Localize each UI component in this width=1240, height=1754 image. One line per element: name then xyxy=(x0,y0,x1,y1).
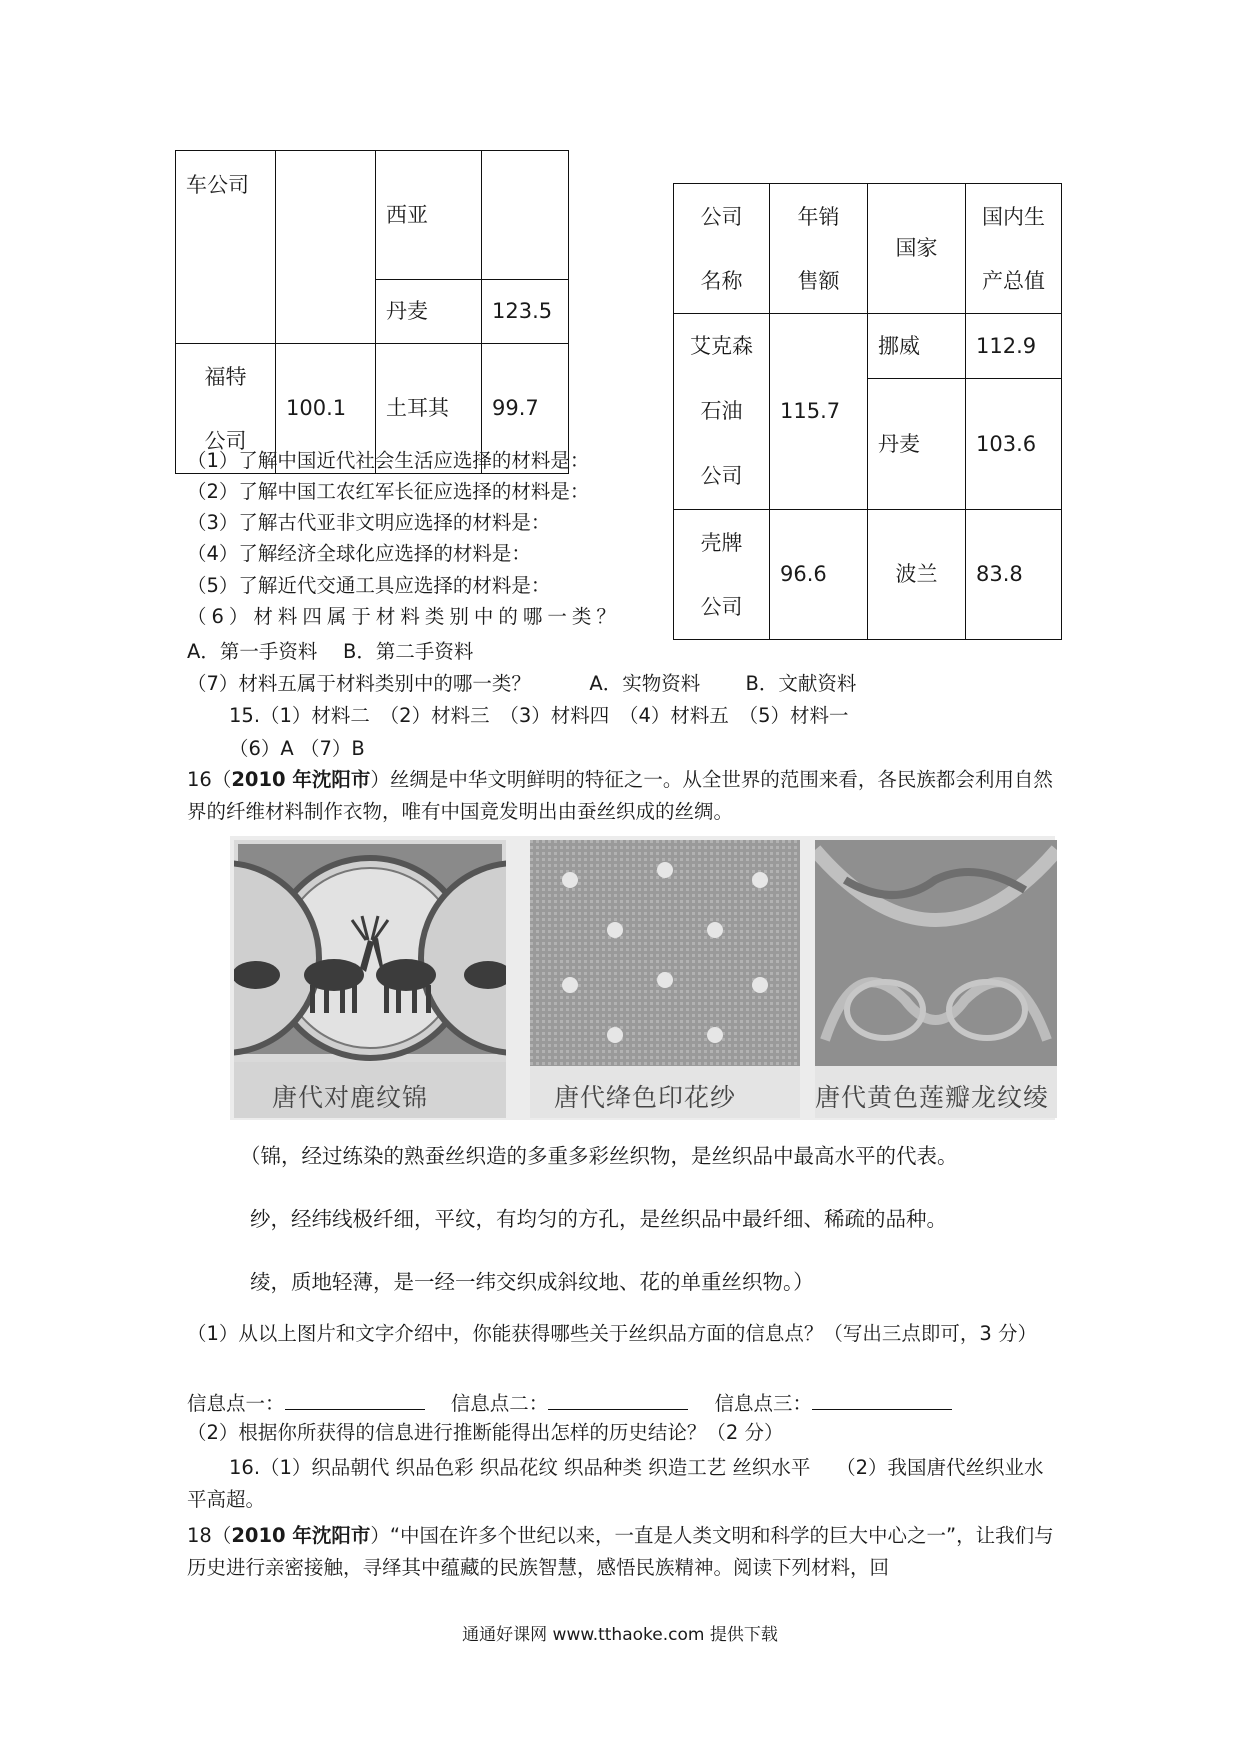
table-right-cell: 丹麦 xyxy=(868,379,966,510)
q18-source: 2010 年沈阳市 xyxy=(231,1524,371,1547)
cell-line: 壳牌 xyxy=(700,530,743,555)
table-left-cell: 丹麦 xyxy=(376,280,482,344)
cell-line: 公司 xyxy=(204,428,247,453)
cell-line: 年销 xyxy=(797,204,840,229)
q18-source-open: （ xyxy=(211,1524,232,1547)
caption-deer-brocade: 唐代对鹿纹锦 xyxy=(272,1083,429,1112)
printed-gauze-image xyxy=(530,840,800,1118)
info-blank-1[interactable] xyxy=(285,1389,425,1410)
table-left-cell: 100.1 xyxy=(276,344,376,474)
table-left-cell: 123.5 xyxy=(482,280,569,344)
q16-question-1: （1）从以上图片和文字介绍中，你能获得哪些关于丝织品方面的信息点？（写出三点即可，3 分） xyxy=(187,1322,1038,1345)
cell-line: 名称 xyxy=(700,268,743,293)
dragon-twill-image xyxy=(815,840,1057,1118)
table-right-cell xyxy=(674,314,770,510)
cell-line: 公司 xyxy=(700,204,743,229)
caption-dragon-twill: 唐代黄色莲瓣龙纹绫 xyxy=(815,1083,1050,1112)
table-left-cell: 99.7 xyxy=(482,344,569,474)
q18-number: 18 xyxy=(187,1524,212,1547)
q15-item: （2）了解中国工农红军长征应选择的材料是： xyxy=(187,480,590,503)
q16-note-2: 纱，经纬线极纤细，平纹，有均匀的方孔，是丝织品中最纤细、稀疏的品种。 xyxy=(250,1207,947,1231)
q15-item: （3）了解古代亚非文明应选择的材料是： xyxy=(187,511,551,534)
table-right-header: 国家 xyxy=(868,184,966,314)
table-right-cell xyxy=(674,510,770,640)
q16-note-3: 绫，质地轻薄，是一经一纬交织成斜纹地、花的单重丝织物。） xyxy=(250,1270,814,1294)
page-footer: 通通好课网 www.tthaoke.com 提供下载 xyxy=(462,1625,778,1645)
q16-intro-text: 丝绸是中华文明鲜明的特征之一。从全世界的范围来看，各民族都会利用自然界的纤维材料制作衣物，唯有中国竟发明出由蚕丝织成的丝绸。 xyxy=(187,768,1053,823)
cell-line: 公司 xyxy=(700,594,743,619)
q15-answer: 15.（1）材料二 （2）材料三 （3）材料四 （4）材料五 （5）材料一 xyxy=(229,704,849,727)
q16-answer: 16.（1）织品朝代 织品色彩 织品花纹 织品种类 织造工艺 丝织水平 （2）我国唐代丝织业水平高超。 xyxy=(187,1456,1044,1511)
info-label-3: 信息点三： xyxy=(714,1392,812,1415)
table-right-cell: 112.9 xyxy=(966,314,1062,379)
table-right-header xyxy=(770,184,868,314)
cell-line: 国内生 xyxy=(982,204,1045,229)
q16-intro xyxy=(187,764,1057,828)
info-blank-3[interactable] xyxy=(812,1389,952,1410)
q16-number: 16 xyxy=(187,768,212,791)
table-right-cell: 103.6 xyxy=(966,379,1062,510)
q16-note-1: （锦，经过练染的熟蚕丝织造的多重多彩丝织物，是丝织品中最高水平的代表。 xyxy=(240,1144,958,1168)
table-left-cell: 西亚 xyxy=(376,151,482,280)
q15-item: （4）了解经济全球化应选择的材料是： xyxy=(187,542,531,565)
cell-line: 售额 xyxy=(797,268,840,293)
table-right-cell: 115.7 xyxy=(770,314,868,510)
table-left-cell: 车公司 xyxy=(176,151,276,344)
info-label-1: 信息点一： xyxy=(187,1392,285,1415)
table-left-cell xyxy=(276,151,376,344)
cell-line: 福特 xyxy=(204,364,247,389)
q18-source-close: ） xyxy=(370,1524,390,1547)
q16-source-close: ） xyxy=(370,768,390,791)
info-blank-2[interactable] xyxy=(548,1389,688,1410)
q16-info-points xyxy=(187,1389,972,1418)
table-right-header xyxy=(674,184,770,314)
printed-gauze-illustration xyxy=(530,840,800,1118)
table-right xyxy=(673,183,1062,640)
q16-source: 2010 年沈阳市 xyxy=(231,768,371,791)
q15-item: （1）了解中国近代社会生活应选择的材料是： xyxy=(187,449,590,472)
deer-brocade-image xyxy=(234,840,506,1118)
table-left-cell xyxy=(482,151,569,280)
caption-printed-gauze: 唐代绛色印花纱 xyxy=(554,1083,737,1112)
cell-line: 艾克森 xyxy=(690,334,753,358)
q15-answer: （6）A （7）B xyxy=(229,737,365,760)
table-right-header xyxy=(966,184,1062,314)
q18-text xyxy=(187,1520,1057,1584)
table-right-cell: 挪威 xyxy=(868,314,966,379)
q16-question-2: （2）根据你所获得的信息进行推断能得出怎样的历史结论？（2 分） xyxy=(187,1421,784,1444)
table-right-cell: 83.8 xyxy=(966,510,1062,640)
table-right-cell: 96.6 xyxy=(770,510,868,640)
cell-line: 公司 xyxy=(700,464,743,488)
q18-body: “中国在许多个世纪以来，一直是人类文明和科学的巨大中心之一”，让我们与历史进行亲密接触，寻绎其中蕴藏的民族智慧，感悟民族精神。阅读下列材料，回 xyxy=(187,1524,1054,1579)
q16-source-open: （ xyxy=(211,768,232,791)
cell-line: 石油 xyxy=(700,399,743,423)
dragon-twill-illustration xyxy=(815,840,1057,1118)
table-right-cell: 波兰 xyxy=(868,510,966,640)
q15-item: （5）了解近代交通工具应选择的材料是： xyxy=(187,574,551,597)
q15-item: （6）材料四属于材料类别中的哪一类？ xyxy=(187,605,621,628)
table-left xyxy=(175,150,569,474)
q15-item: A．第一手资料 B．第二手资料 xyxy=(187,640,474,663)
cell-line: 产总值 xyxy=(982,268,1045,293)
table-left-cell: 土耳其 xyxy=(376,344,482,474)
deer-brocade-illustration xyxy=(234,840,506,1118)
q15-item: （7）材料五属于材料类别中的哪一类？ A．实物资料 B．文献资料 xyxy=(187,672,857,695)
info-label-2: 信息点二： xyxy=(450,1392,549,1415)
